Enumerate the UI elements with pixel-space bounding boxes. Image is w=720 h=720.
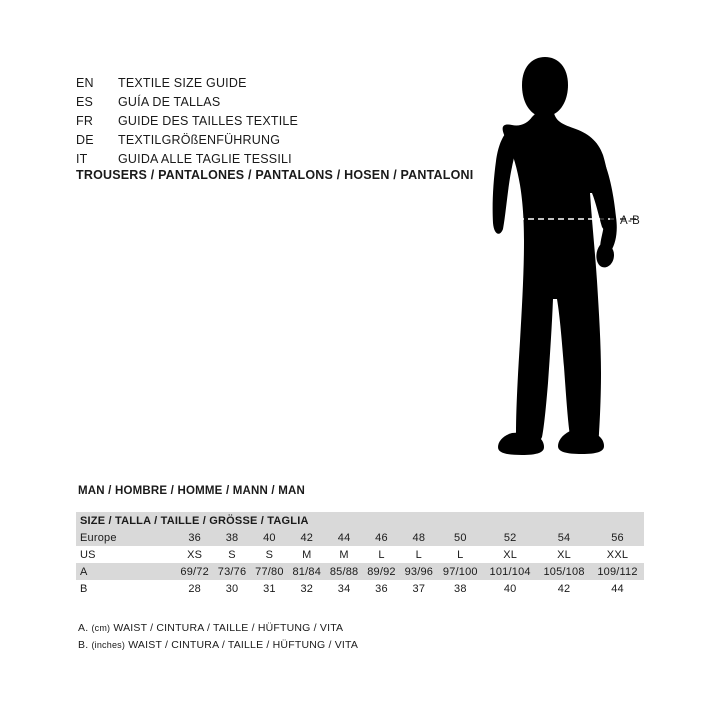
cell: 101/104 [483, 563, 537, 580]
language-title-list [76, 74, 456, 169]
language-row [76, 112, 456, 131]
cell: XL [537, 546, 591, 563]
cell: S [213, 546, 250, 563]
cell: 38 [438, 580, 484, 597]
table-row [76, 546, 644, 563]
cell: 89/92 [363, 563, 400, 580]
language-code: IT [76, 152, 88, 166]
cell: XS [176, 546, 213, 563]
cell: 42 [288, 529, 325, 546]
cell: 97/100 [438, 563, 484, 580]
cell: 93/96 [400, 563, 437, 580]
cell: 48 [400, 529, 437, 546]
cell: S [251, 546, 288, 563]
cell: M [325, 546, 362, 563]
footnote-a-unit: (cm) [91, 623, 111, 633]
language-row [76, 93, 456, 112]
cell: 36 [363, 580, 400, 597]
cell: 109/112 [591, 563, 644, 580]
cell: 30 [213, 580, 250, 597]
table-row [76, 529, 644, 546]
language-code: EN [76, 76, 94, 90]
language-title: GUÍA DE TALLAS [118, 95, 221, 109]
cell: 36 [176, 529, 213, 546]
footnote-a-text: WAIST / CINTURA / TAILLE / HÜFTUNG / VITA [110, 622, 344, 634]
cell: 37 [400, 580, 437, 597]
language-title: GUIDE DES TAILLES TEXTILE [118, 114, 299, 128]
male-figure-illustration [440, 55, 680, 465]
cell: 46 [363, 529, 400, 546]
size-table [76, 512, 644, 597]
language-row [76, 74, 456, 93]
language-code: FR [76, 114, 94, 128]
cell: 31 [251, 580, 288, 597]
table-header-row [76, 512, 644, 529]
table-row [76, 563, 644, 580]
language-title: TEXTILE SIZE GUIDE [118, 76, 247, 90]
row-label: A [76, 563, 176, 580]
cell: 105/108 [537, 563, 591, 580]
cell: 52 [483, 529, 537, 546]
cell: 81/84 [288, 563, 325, 580]
language-title: TEXTILGRÖßENFÜHRUNG [118, 133, 281, 147]
cell: 69/72 [176, 563, 213, 580]
cell: 40 [251, 529, 288, 546]
cell: 77/80 [251, 563, 288, 580]
language-title: GUIDA ALLE TAGLIE TESSILI [118, 152, 292, 166]
language-row [76, 150, 456, 169]
cell: XXL [591, 546, 644, 563]
footnotes [78, 620, 358, 654]
cell: XL [483, 546, 537, 563]
cell: 40 [483, 580, 537, 597]
footnote-b-prefix: B. [78, 639, 92, 651]
cell: 73/76 [213, 563, 250, 580]
cell: 28 [176, 580, 213, 597]
footnote-b-unit: (inches) [91, 640, 126, 650]
footnote-b-text: WAIST / CINTURA / TAILLE / HÜFTUNG / VITA [125, 639, 359, 651]
cell: M [288, 546, 325, 563]
footnote-a [78, 620, 358, 637]
cell: 44 [591, 580, 644, 597]
measure-label-ab: A-B [620, 215, 641, 227]
cell: 54 [537, 529, 591, 546]
cell: L [400, 546, 437, 563]
cell: 44 [325, 529, 362, 546]
footnote-b [78, 637, 358, 654]
cell: L [438, 546, 484, 563]
cell: 38 [213, 529, 250, 546]
cell: L [363, 546, 400, 563]
table-header-label: SIZE / TALLA / TAILLE / GRÖSSE / TAGLIA [76, 512, 644, 529]
product-category-line: TROUSERS / PANTALONES / PANTALONS / HOSEN / PANTALONI [76, 168, 474, 182]
language-code: DE [76, 133, 94, 147]
cell: 50 [438, 529, 484, 546]
cell: 85/88 [325, 563, 362, 580]
cell: 42 [537, 580, 591, 597]
row-label: B [76, 580, 176, 597]
language-code: ES [76, 95, 94, 109]
row-label: Europe [76, 529, 176, 546]
table-title-man: MAN / HOMBRE / HOMME / MANN / MAN [78, 485, 306, 497]
footnote-a-prefix: A. [78, 622, 92, 634]
cell: 32 [288, 580, 325, 597]
silhouette-shape [493, 57, 617, 455]
row-label: US [76, 546, 176, 563]
cell: 34 [325, 580, 362, 597]
table-row [76, 580, 644, 597]
language-row [76, 131, 456, 150]
cell: 56 [591, 529, 644, 546]
